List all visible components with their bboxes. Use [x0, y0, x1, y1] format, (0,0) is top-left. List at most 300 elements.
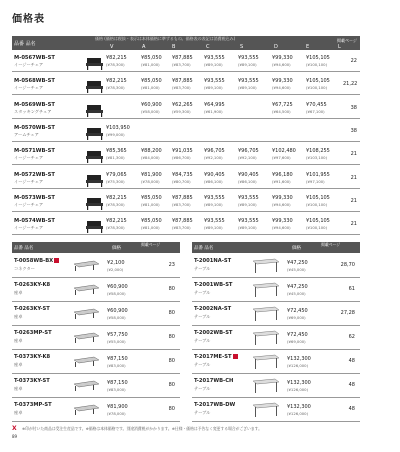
price-excl-tax: (¥89,100) [238, 201, 257, 207]
price-value: ¥90,405 [204, 171, 225, 178]
price-cell [287, 260, 308, 272]
product-name: スタッキングチェア [14, 108, 52, 114]
catalog-page: 21 [350, 197, 357, 204]
product-code: M-0568WB-ST [14, 78, 55, 85]
product-code: M-0571WB-ST [14, 148, 55, 155]
table-row [12, 327, 180, 350]
price-value: ¥60,900 [107, 308, 128, 314]
price-cell [287, 284, 308, 296]
price-value: ¥96,180 [272, 171, 293, 178]
price-value: ¥99,330 [272, 218, 293, 225]
price-value: ¥64,995 [204, 101, 225, 108]
table-row [12, 303, 180, 326]
price-cell [204, 195, 225, 207]
product-image [72, 281, 100, 298]
product-code: M-0572WB-ST [14, 171, 55, 178]
price-excl-tax: (¥78,300) [106, 62, 125, 67]
product-code: M-0574WB-ST [14, 218, 55, 225]
price-value: ¥93,555 [204, 78, 225, 85]
price-value: ¥47,250 [287, 260, 308, 266]
price-cell [306, 78, 330, 90]
price-value: ¥72,450 [287, 332, 308, 338]
price-excl-tax: (¥83,700) [172, 85, 191, 91]
product-name: イージーチェア [14, 225, 44, 231]
price-cell [287, 332, 308, 344]
price-excl-tax: (¥86,100) [204, 178, 223, 184]
price-excl-tax: (¥100,100) [306, 85, 328, 91]
product-name: イージーチェア [14, 62, 44, 67]
catalog-page: 61 [348, 286, 355, 292]
table2-left-header-page: 掲載ページ [141, 242, 160, 247]
price-value: ¥101,955 [306, 171, 330, 178]
table2-left-header-price: 価格 [112, 246, 121, 251]
product-name: イージーチェア [14, 178, 44, 184]
price-cell [106, 148, 127, 160]
price-excl-tax: (¥126,000) [287, 387, 309, 392]
price-cell [107, 332, 128, 344]
table-row [192, 255, 360, 278]
price-cell [287, 308, 308, 320]
price-excl-tax: (¥75,300) [106, 178, 125, 184]
catalog-page: 21 [350, 151, 357, 158]
price-excl-tax: (¥94,600) [272, 225, 291, 231]
price-excl-tax: (¥2,000) [107, 267, 124, 272]
price-excl-tax: (¥78,000) [107, 411, 126, 416]
product-code: T-0263KY-K8 [14, 282, 51, 288]
footer-note: ※印が付いた商品は受注生産品です。※価格は本体価格です。別途消費税がかかります。※仕様・価格は予告なく変更する場合がございます。 [22, 426, 262, 431]
price-excl-tax: (¥89,100) [204, 225, 223, 231]
price-value: ¥85,050 [141, 78, 162, 85]
product-code: M-0567WB-ST [14, 55, 55, 61]
product-image [252, 401, 280, 418]
price-cell [204, 102, 225, 114]
catalog-page: 80 [168, 382, 175, 388]
price-cell [272, 55, 293, 67]
product-name: イージーチェア [14, 85, 44, 91]
price-cell [272, 218, 293, 230]
product-code: T-2002WB-ST [194, 330, 233, 336]
price-cell [172, 55, 193, 67]
grade-label-v: V [110, 44, 114, 50]
product-code: T-0058WB-BX [14, 258, 59, 264]
product-name: テーブル [194, 362, 211, 367]
price-excl-tax: (¥100,100) [306, 201, 328, 207]
table1-header-left: 品番 品名 [14, 41, 36, 47]
price-value: ¥90,405 [238, 171, 259, 178]
price-excl-tax: (¥55,000) [107, 339, 126, 344]
price-cell [106, 195, 127, 207]
price-excl-tax: (¥58,000) [107, 291, 126, 296]
price-value: ¥96,705 [204, 148, 225, 155]
price-value: ¥132,300 [287, 356, 311, 362]
catalog-page: 80 [168, 286, 175, 292]
price-excl-tax: (¥86,100) [238, 178, 257, 184]
price-cell [238, 172, 259, 184]
grade-label-b: B [172, 44, 176, 50]
price-value: ¥85,365 [106, 148, 127, 155]
price-value: ¥2,100 [107, 260, 125, 266]
grade-label-d: D [274, 44, 278, 50]
price-excl-tax: (¥94,600) [272, 201, 291, 207]
price-value: ¥105,105 [306, 194, 330, 201]
price-cell [204, 148, 225, 160]
catalog-page: 23 [168, 262, 175, 268]
product-image [252, 281, 280, 298]
price-excl-tax: (¥89,100) [238, 225, 257, 231]
price-value: ¥93,555 [238, 78, 259, 85]
price-cell [238, 195, 259, 207]
product-image [252, 305, 280, 322]
table-row [12, 75, 360, 95]
product-code: T-2017ME-ST [194, 354, 238, 360]
product-name: テーブル [194, 386, 211, 391]
catalog-page: 48 [348, 358, 355, 364]
price-excl-tax: (¥80,700) [172, 178, 191, 184]
product-code: T-0373KY-K8 [14, 354, 51, 360]
catalog-page: 48 [348, 382, 355, 388]
price-excl-tax: (¥58,000) [141, 108, 160, 114]
price-cell [172, 195, 193, 207]
price-excl-tax: (¥78,300) [106, 85, 125, 91]
price-value: ¥87,150 [107, 356, 128, 362]
price-cell [238, 148, 259, 160]
price-cell [306, 195, 330, 207]
price-value: ¥93,555 [238, 194, 259, 201]
price-excl-tax: (¥78,300) [106, 201, 125, 207]
product-code: T-0263KY-ST [14, 306, 50, 312]
price-value: ¥93,555 [204, 218, 225, 225]
grade-header [110, 44, 340, 50]
table-row [12, 399, 180, 422]
price-excl-tax: (¥89,100) [204, 85, 223, 91]
product-code: T-2017WB-DW [194, 402, 236, 408]
price-value: ¥70,455 [306, 101, 327, 108]
product-name: テーブル [194, 290, 211, 295]
price-cell [141, 102, 162, 114]
price-excl-tax: (¥83,700) [172, 225, 191, 231]
price-excl-tax: (¥92,100) [238, 155, 257, 161]
price-cell [238, 218, 259, 230]
price-excl-tax: (¥45,000) [287, 267, 306, 272]
made-to-order-badge [233, 354, 238, 359]
price-excl-tax: (¥69,000) [287, 315, 306, 320]
price-value: ¥93,555 [238, 218, 259, 225]
table-row [192, 303, 360, 326]
price-value: ¥60,900 [107, 284, 128, 290]
price-excl-tax: (¥64,500) [272, 108, 291, 114]
product-name: 座卓 [14, 290, 23, 295]
price-cell [172, 102, 193, 114]
product-image [252, 257, 280, 274]
price-cell [204, 78, 225, 90]
price-excl-tax: (¥89,100) [238, 62, 257, 67]
price-cell [238, 78, 259, 90]
product-code: T-0373KY-ST [14, 378, 50, 384]
price-excl-tax: (¥126,000) [287, 411, 309, 416]
price-excl-tax: (¥89,100) [204, 62, 223, 67]
table-row [12, 145, 360, 165]
price-excl-tax: (¥94,600) [272, 85, 291, 91]
price-value: ¥87,150 [107, 380, 128, 386]
price-cell [107, 260, 125, 272]
grade-label-c: C [206, 44, 210, 50]
price-value: ¥60,900 [141, 101, 162, 108]
table-row [12, 215, 360, 235]
price-cell [106, 55, 127, 67]
product-name: 座卓 [14, 386, 23, 391]
price-excl-tax: (¥84,000) [141, 155, 160, 161]
product-name: コネクター [14, 266, 35, 271]
price-value: ¥105,105 [306, 218, 330, 225]
price-value: ¥87,885 [172, 194, 193, 201]
catalog-page: 80 [168, 310, 175, 316]
product-code: T-0263MP-ST [14, 330, 52, 336]
price-excl-tax: (¥89,100) [238, 85, 257, 91]
product-image [84, 78, 106, 91]
table2-right-header-label: 品番 品名 [194, 246, 214, 251]
catalog-page: 38 [350, 127, 357, 134]
table2-right-header [192, 242, 360, 253]
price-excl-tax: (¥61,900) [204, 108, 223, 114]
price-cell [106, 125, 130, 137]
price-value: ¥82,215 [106, 55, 127, 61]
price-value: ¥88,200 [141, 148, 162, 155]
product-name: 座卓 [14, 314, 23, 319]
price-excl-tax: (¥86,700) [172, 155, 191, 161]
product-name: 座卓 [14, 410, 23, 415]
price-cell [141, 195, 162, 207]
price-cell [287, 356, 311, 368]
price-cell [272, 148, 296, 160]
table-row [12, 192, 360, 212]
made-to-order-badge [54, 258, 59, 263]
product-image [84, 102, 106, 115]
product-code: T-2001NA-ST [194, 258, 232, 264]
price-cell [141, 172, 162, 184]
price-value: ¥108,255 [306, 148, 330, 155]
price-cell [238, 55, 259, 67]
product-image [84, 172, 106, 185]
product-code: T-2002NA-ST [194, 306, 232, 312]
price-excl-tax: (¥126,000) [287, 363, 309, 368]
price-cell [172, 218, 193, 230]
table-row [192, 375, 360, 398]
price-excl-tax: (¥97,600) [272, 155, 291, 161]
price-value: ¥132,300 [287, 380, 311, 386]
catalog-page: 80 [168, 334, 175, 340]
footer-mark: X [12, 425, 17, 432]
price-cell [272, 172, 293, 184]
catalog-page: 22 [350, 58, 357, 64]
price-excl-tax: (¥97,100) [306, 178, 325, 184]
table2-left-header-label: 品番 品名 [14, 246, 34, 251]
table2-right-header-price: 価格 [292, 246, 301, 251]
product-code: T-2001WB-ST [194, 282, 233, 288]
price-excl-tax: (¥81,000) [141, 225, 160, 231]
price-value: ¥132,300 [287, 404, 311, 410]
price-cell [306, 102, 327, 114]
price-value: ¥82,215 [106, 218, 127, 225]
price-excl-tax: (¥92,100) [204, 155, 223, 161]
table-row [12, 279, 180, 302]
table-row [12, 375, 180, 398]
product-code: M-0573WB-ST [14, 194, 55, 201]
price-cell [141, 218, 162, 230]
product-image [252, 377, 280, 394]
price-value: ¥87,885 [172, 78, 193, 85]
price-excl-tax: (¥83,000) [107, 363, 126, 368]
price-value: ¥47,250 [287, 284, 308, 290]
price-excl-tax: (¥81,000) [141, 201, 160, 207]
price-cell [106, 218, 127, 230]
price-cell [272, 102, 293, 114]
product-image [84, 148, 106, 161]
table1-header-note: 価格 (価格は税抜・表示は本体価格に準ずるもの。価格表の表記は消費税込み) [95, 36, 236, 41]
price-cell [306, 55, 330, 67]
price-value: ¥57,750 [107, 332, 128, 338]
price-cell [141, 148, 162, 160]
price-value: ¥84,735 [172, 171, 193, 178]
table-row [12, 52, 360, 72]
catalog-page: 21,22 [343, 81, 358, 88]
table-row [192, 351, 360, 374]
price-cell [172, 148, 193, 160]
price-cell [107, 380, 128, 392]
catalog-page: 21 [350, 174, 357, 181]
price-value: ¥85,050 [141, 218, 162, 225]
product-code: M-0569WB-ST [14, 101, 55, 108]
price-value: ¥81,900 [141, 171, 162, 178]
product-name: テーブル [194, 338, 211, 343]
price-value: ¥82,215 [106, 78, 127, 85]
price-excl-tax: (¥89,100) [204, 201, 223, 207]
table-row [192, 279, 360, 302]
price-cell [306, 218, 330, 230]
grade-label-e: E [306, 44, 310, 50]
table-row [12, 122, 360, 142]
product-image [72, 353, 100, 370]
price-cell [272, 78, 293, 90]
price-excl-tax: (¥83,000) [107, 387, 126, 392]
product-image [84, 55, 106, 68]
price-excl-tax: (¥100,100) [306, 62, 328, 67]
catalog-page: 80 [168, 358, 175, 364]
price-value: ¥91,035 [172, 148, 193, 155]
product-name: テーブル [194, 410, 211, 415]
catalog-page: 21 [350, 221, 357, 228]
price-value: ¥99,330 [272, 78, 293, 85]
price-cell [306, 148, 330, 160]
price-cell [204, 172, 225, 184]
table-row [192, 327, 360, 350]
price-value: ¥105,105 [306, 55, 330, 61]
price-value: ¥103,950 [106, 124, 130, 131]
price-cell [141, 78, 162, 90]
price-value: ¥93,555 [204, 194, 225, 201]
price-cell [204, 55, 225, 67]
price-value: ¥62,265 [172, 101, 193, 108]
product-image [252, 329, 280, 346]
product-image [84, 218, 106, 231]
product-image [84, 195, 106, 208]
table-row [12, 255, 180, 278]
table-row [192, 399, 360, 422]
price-value: ¥72,450 [287, 308, 308, 314]
price-cell [106, 172, 127, 184]
product-image [72, 329, 100, 346]
grade-label-a: A [142, 44, 146, 50]
price-cell [107, 308, 128, 320]
catalog-page: 27,28 [340, 310, 355, 316]
product-name: テーブル [194, 314, 211, 319]
price-excl-tax: (¥81,300) [106, 155, 125, 161]
price-value: ¥96,705 [238, 148, 259, 155]
grade-label-l: L [338, 44, 341, 50]
price-excl-tax: (¥45,000) [287, 291, 306, 296]
price-excl-tax: (¥83,700) [172, 62, 191, 67]
price-cell [141, 55, 162, 67]
product-image [72, 401, 100, 418]
price-excl-tax: (¥69,000) [287, 339, 306, 344]
product-image [84, 125, 106, 138]
catalog-page: 28,70 [340, 262, 355, 268]
product-name: 座卓 [14, 362, 23, 367]
price-cell [172, 78, 193, 90]
price-excl-tax: (¥99,000) [106, 131, 125, 137]
price-excl-tax: (¥59,300) [172, 108, 191, 114]
price-value: ¥85,050 [141, 55, 162, 61]
price-value: ¥105,105 [306, 78, 330, 85]
product-image [72, 377, 100, 394]
price-excl-tax: (¥78,300) [106, 225, 125, 231]
price-excl-tax: (¥94,600) [272, 62, 291, 67]
price-value: ¥99,330 [272, 55, 293, 61]
price-value: ¥99,330 [272, 194, 293, 201]
product-name: テーブル [194, 266, 211, 271]
price-value: ¥87,885 [172, 55, 193, 61]
catalog-page: 38 [350, 104, 357, 111]
price-excl-tax: (¥58,000) [107, 315, 126, 320]
catalog-page: 48 [348, 406, 355, 412]
product-code: T-2017WB-CH [194, 378, 234, 384]
price-value: ¥102,480 [272, 148, 296, 155]
price-value: ¥67,725 [272, 101, 293, 108]
price-value: ¥85,050 [141, 194, 162, 201]
price-value: ¥87,885 [172, 218, 193, 225]
product-code: T-0373MP-ST [14, 402, 52, 408]
table-row [12, 351, 180, 374]
price-cell [272, 195, 293, 207]
table1-header-right: 掲載ページ [337, 38, 357, 43]
table2-left-header [12, 242, 180, 253]
product-name: アームチェア [14, 131, 39, 137]
product-image [72, 257, 100, 274]
price-excl-tax: (¥81,000) [141, 85, 160, 91]
product-image [72, 305, 100, 322]
price-excl-tax: (¥67,100) [306, 108, 325, 114]
price-cell [204, 218, 225, 230]
price-value: ¥81,900 [107, 404, 128, 410]
price-excl-tax: (¥103,100) [306, 155, 328, 161]
price-cell [107, 356, 128, 368]
product-image [252, 353, 280, 370]
footer-page-number: 89 [12, 434, 18, 439]
price-value: ¥82,215 [106, 194, 127, 201]
price-excl-tax: (¥83,700) [172, 201, 191, 207]
price-excl-tax: (¥81,000) [141, 62, 160, 67]
price-cell [306, 172, 330, 184]
catalog-page: 80 [168, 406, 175, 412]
